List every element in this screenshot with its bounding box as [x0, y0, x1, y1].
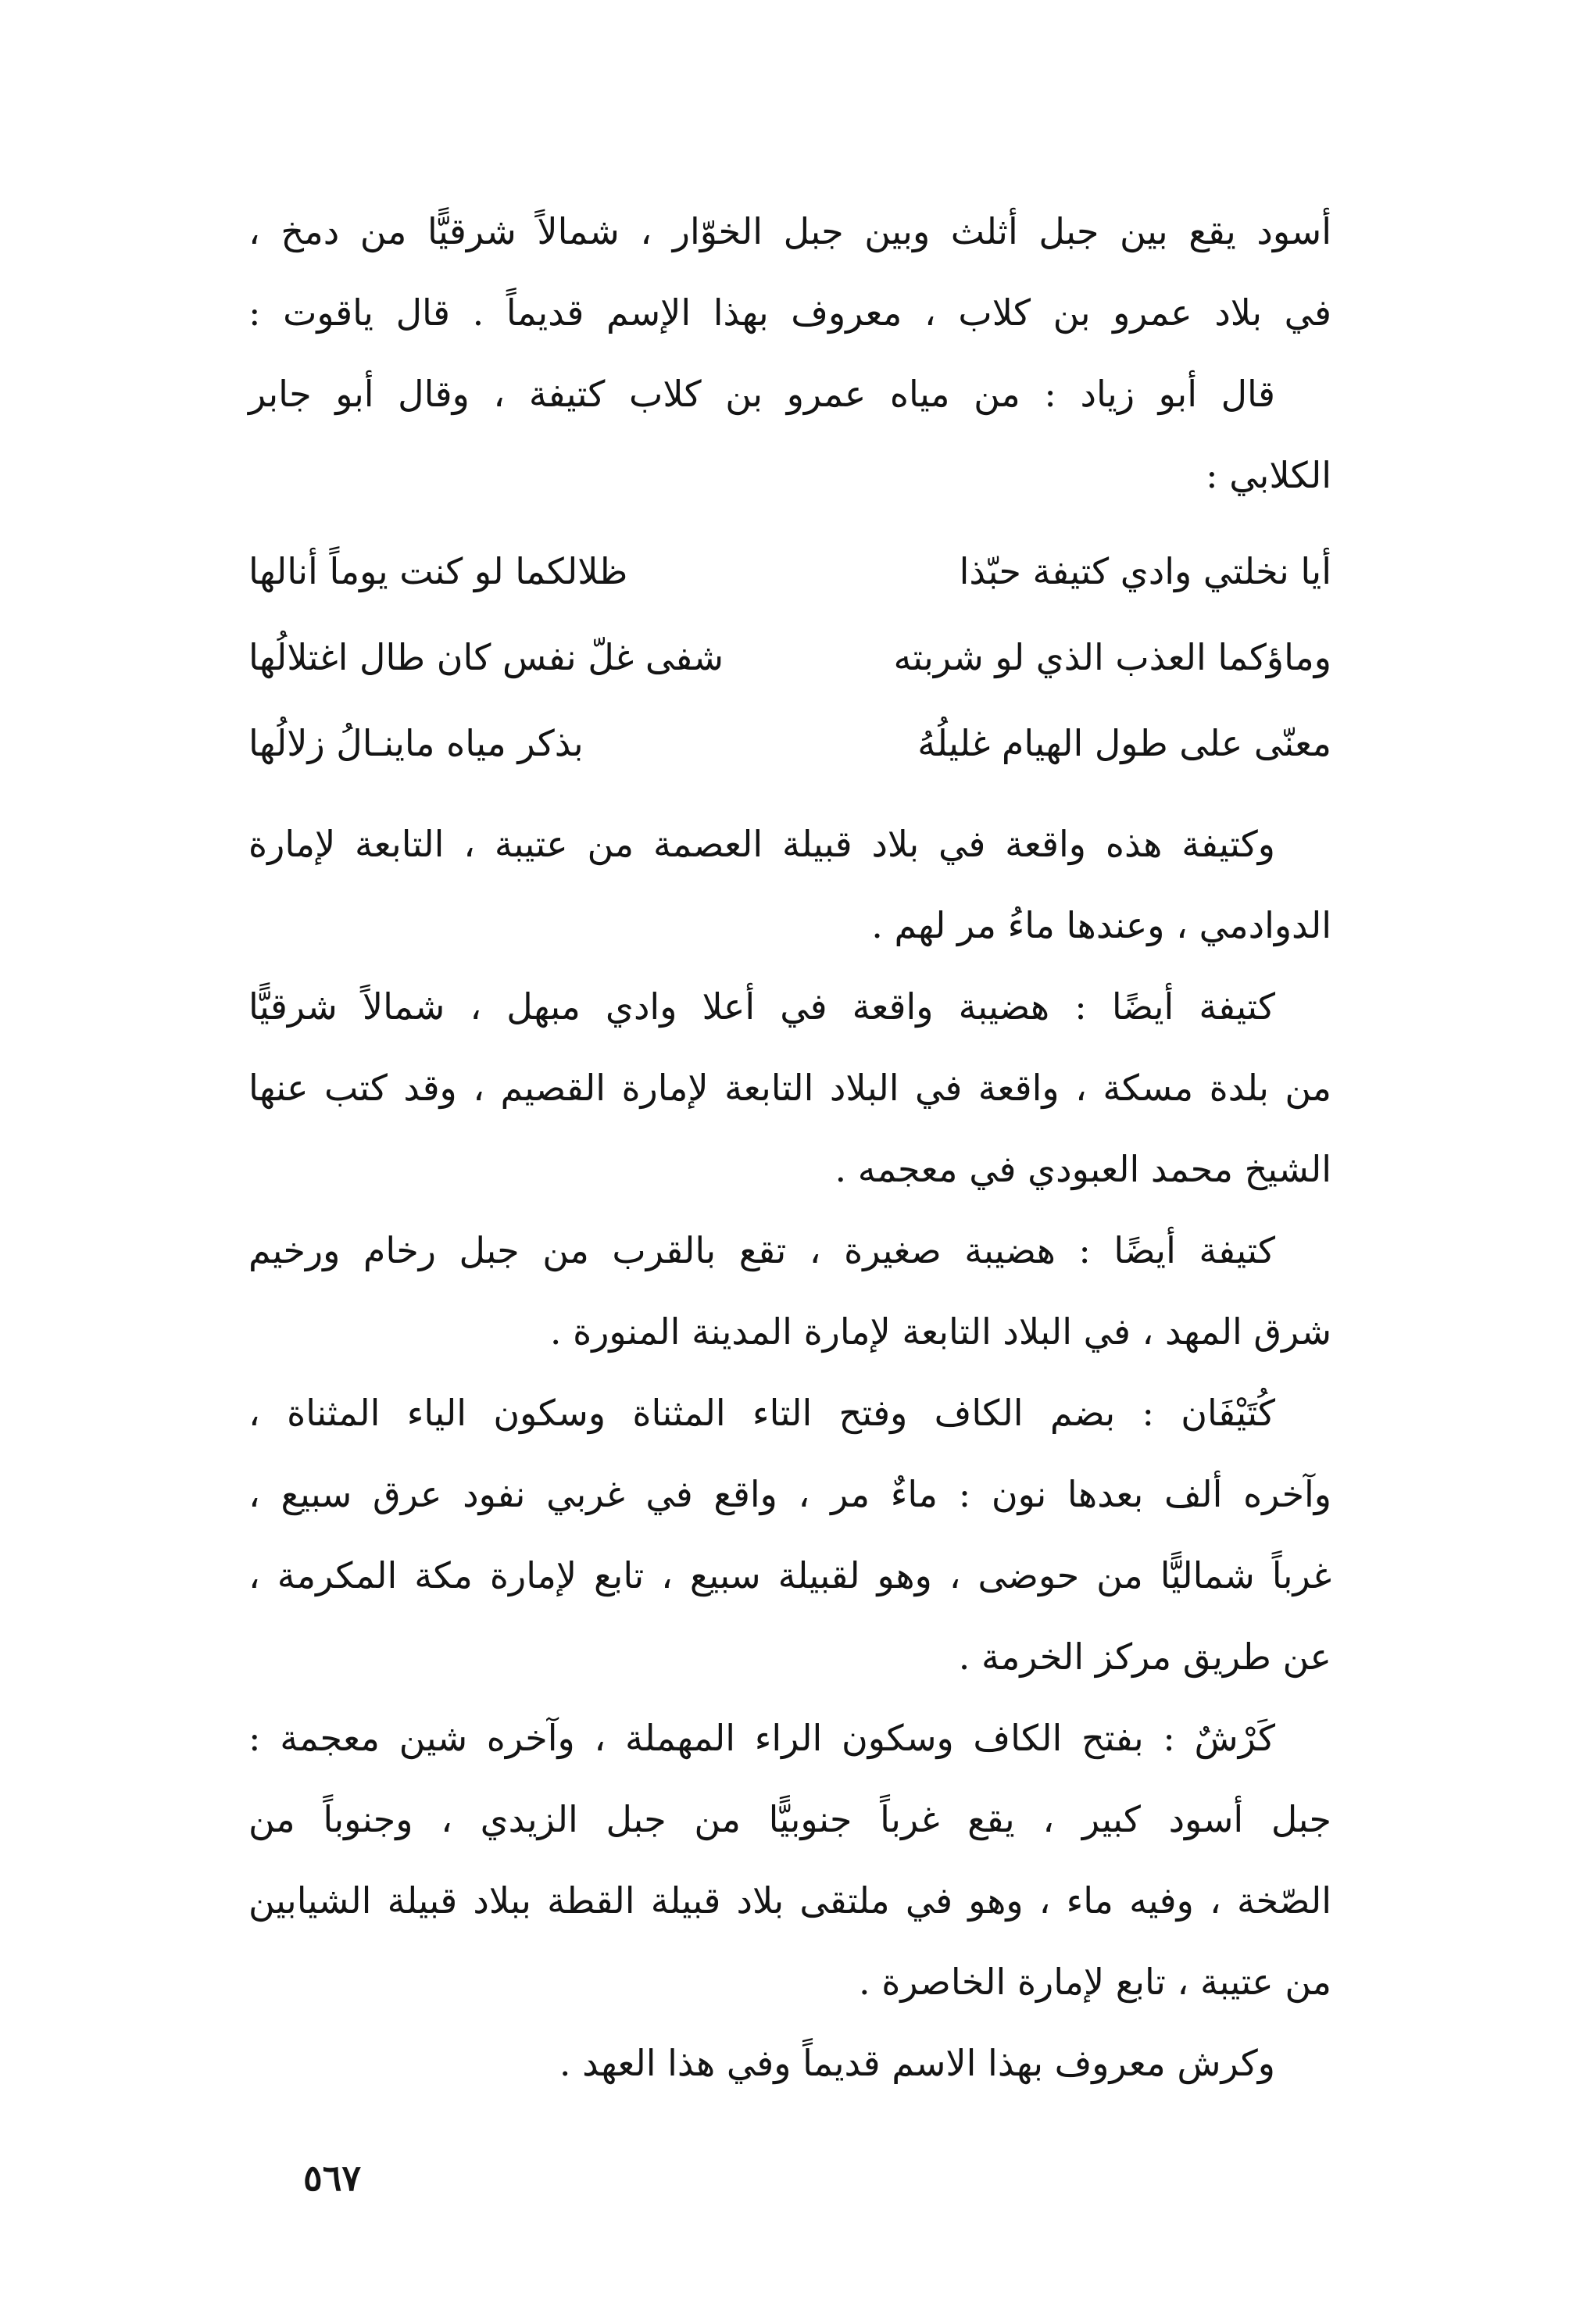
poem-verse [248, 528, 1331, 614]
verse-second-hemistich: شفى غلّ نفس كان طال اغتلالُها [248, 636, 724, 678]
text-line: وكرش معروف بهذا الاسم قديماً وفي هذا العهد . [559, 2042, 1275, 2084]
text-line: في بلاد عمرو بن كلاب ، معروف بهذا الإسم قديماً . قال ياقوت : [248, 291, 1331, 334]
entry-headword-line: كُتَيْفَان : بضم الكاف وفتح التاء المثناة وسكون الياء المثناة ، [248, 1392, 1275, 1434]
text-line: أسود يقع بين جبل أثلث وبين جبل الخوّار ، شمالاً شرقيًّا من دمخ ، [248, 210, 1331, 252]
poem-verse [248, 700, 1331, 786]
page-number: ٥٦٧ [303, 2157, 362, 2199]
text-line: من بلدة مسكة ، واقعة في البلاد التابعة لإمارة القصيم ، وقد كتب عنها [248, 1067, 1331, 1109]
text-line: الصّخة ، وفيه ماء ، وهو في ملتقى بلاد قبيلة القطة ببلاد قبيلة الشيابين [248, 1879, 1331, 1922]
text-line: الشيخ محمد العبودي في معجمه . [835, 1148, 1331, 1190]
poem-verse [248, 614, 1331, 700]
verse-second-hemistich: بذكر مياه ماينـالُ زلالُها [248, 722, 584, 764]
text-line: قال أبو زياد : من مياه عمرو بن كلاب كتيفة ، وقال أبو جابر [248, 373, 1275, 415]
entry-headword-line: كتيفة أيضًا : هضيبة صغيرة ، تقع بالقرب من جبل رخام ورخيم [248, 1229, 1275, 1271]
verse-first-hemistich: وماؤكما العذب الذي لو شربته [893, 636, 1331, 678]
text-line: من عتيبة ، تابع لإمارة الخاصرة . [859, 1961, 1331, 2003]
text-line: شرق المهد ، في البلاد التابعة لإمارة المدينة المنورة . [549, 1310, 1331, 1353]
entry-kutayfa-intro [248, 191, 1331, 516]
text-line: الكلابي : [1206, 454, 1331, 496]
poem [248, 528, 1331, 786]
entry-headword-line: كتيفة أيضًا : هضيبة واقعة في أعلا وادي مبهل ، شمالاً شرقيًّا [248, 985, 1275, 1028]
text-line: وآخره ألف بعدها نون : ماءٌ مر ، واقع في غربي نفود عرق سبيع ، [248, 1473, 1331, 1515]
verse-first-hemistich: أيا نخلتي وادي كتيفة حبّذا [959, 550, 1331, 592]
entries-body [248, 803, 1331, 2104]
entry-headword-line: كَرْشٌ : بفتح الكاف وسكون الراء المهملة ، وآخره شين معجمة : [248, 1717, 1275, 1759]
text-line: الدوادمي ، وعندها ماءُ مر لهم . [871, 904, 1331, 946]
verse-first-hemistich: معنّى على طول الهيام غليلُهُ [917, 722, 1331, 764]
text-line: وكتيفة هذه واقعة في بلاد قبيلة العصمة من عتيبة ، التابعة لإمارة [248, 823, 1275, 865]
verse-second-hemistich: ظلالكما لو كنت يوماً أنالها [248, 550, 628, 592]
text-line: عن طريق مركز الخرمة . [958, 1636, 1331, 1678]
text-line: جبل أسود كبير ، يقع غرباً جنوبيًّا من جبل الزيدي ، وجنوباً من [248, 1798, 1331, 1840]
text-line: غرباً شماليًّا من حوضى ، وهو لقبيلة سبيع ، تابع لإمارة مكة المكرمة ، [248, 1554, 1331, 1596]
